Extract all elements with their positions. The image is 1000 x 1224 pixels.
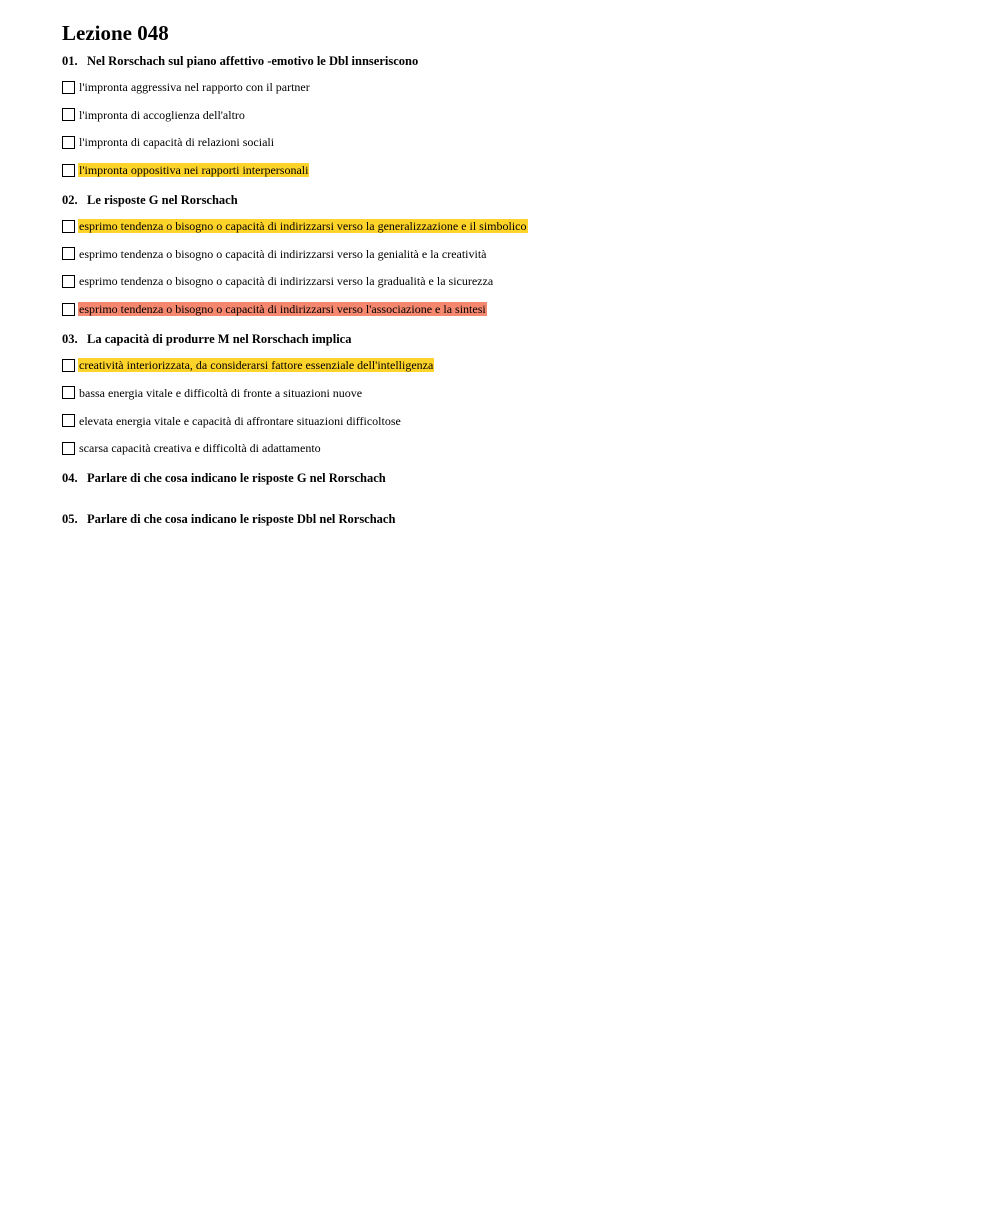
answer-checkbox[interactable] bbox=[62, 442, 75, 455]
question-heading bbox=[62, 192, 962, 208]
question-number: 05. bbox=[62, 512, 78, 527]
answer-text: scarsa capacità creativa e difficoltà di adattamento bbox=[79, 441, 321, 456]
question-number: 03. bbox=[62, 332, 78, 347]
answer-text: l'impronta di capacità di relazioni sociali bbox=[79, 135, 275, 150]
question-1 bbox=[62, 53, 962, 179]
question-heading bbox=[62, 511, 962, 527]
answer-option[interactable] bbox=[62, 412, 962, 430]
answer-option[interactable] bbox=[62, 78, 962, 96]
question-heading bbox=[62, 331, 962, 347]
answer-text-correct-highlight: l'impronta oppositiva nei rapporti interpersonali bbox=[79, 163, 309, 178]
answer-checkbox[interactable] bbox=[62, 303, 75, 316]
answer-option[interactable] bbox=[62, 133, 962, 151]
answer-option[interactable] bbox=[62, 161, 962, 179]
answer-checkbox[interactable] bbox=[62, 247, 75, 260]
question-text: La capacità di produrre M nel Rorschach implica bbox=[87, 332, 352, 347]
page-title: Lezione 048 bbox=[62, 21, 169, 45]
answer-text-correct-highlight: creatività interiorizzata, da considerarsi fattore essenziale dell'intelligenza bbox=[79, 358, 434, 373]
question-4 bbox=[62, 470, 962, 486]
question-number: 01. bbox=[62, 54, 78, 68]
question-number: 02. bbox=[62, 193, 78, 208]
answer-checkbox[interactable] bbox=[62, 108, 75, 121]
answer-checkbox[interactable] bbox=[62, 220, 75, 233]
answer-checkbox[interactable] bbox=[62, 386, 75, 399]
answer-checkbox[interactable] bbox=[62, 136, 75, 149]
question-2 bbox=[62, 192, 962, 318]
answer-option[interactable] bbox=[62, 217, 962, 235]
answer-text-wrong-highlight: esprimo tendenza o bisogno o capacità di indirizzarsi verso l'associazione e la sintesi bbox=[79, 302, 486, 317]
answer-option[interactable] bbox=[62, 272, 962, 290]
question-3 bbox=[62, 331, 962, 457]
question-heading bbox=[62, 53, 962, 69]
answer-text: esprimo tendenza o bisogno o capacità di indirizzarsi verso la genialità e la creatività bbox=[79, 246, 487, 261]
answer-option[interactable] bbox=[62, 439, 962, 457]
answer-text: l'impronta di accoglienza dell'altro bbox=[79, 107, 245, 122]
question-heading bbox=[62, 470, 962, 486]
answer-checkbox[interactable] bbox=[62, 359, 75, 372]
answer-option[interactable] bbox=[62, 356, 962, 374]
question-5 bbox=[62, 511, 962, 527]
answer-checkbox[interactable] bbox=[62, 414, 75, 427]
question-number: 04. bbox=[62, 471, 78, 486]
answer-option[interactable] bbox=[62, 384, 962, 402]
document-page bbox=[62, 19, 962, 552]
answer-option[interactable] bbox=[62, 300, 962, 318]
answer-text: bassa energia vitale e difficoltà di fronte a situazioni nuove bbox=[79, 385, 363, 400]
answer-text: elevata energia vitale e capacità di affrontare situazioni difficoltose bbox=[79, 413, 401, 428]
answer-checkbox[interactable] bbox=[62, 164, 75, 177]
answer-text: esprimo tendenza o bisogno o capacità di indirizzarsi verso la gradualità e la sicurezza bbox=[79, 274, 494, 289]
question-text: Parlare di che cosa indicano le risposte G nel Rorschach bbox=[87, 471, 386, 486]
answer-option[interactable] bbox=[62, 106, 962, 124]
answer-text-correct-highlight: esprimo tendenza o bisogno o capacità di indirizzarsi verso la generalizzazione e il simbolico bbox=[79, 219, 527, 234]
question-text: Parlare di che cosa indicano le risposte Dbl nel Rorschach bbox=[87, 512, 396, 527]
answer-text: l'impronta aggressiva nel rapporto con il partner bbox=[79, 80, 310, 94]
question-text: Le risposte G nel Rorschach bbox=[87, 193, 238, 208]
answer-checkbox[interactable] bbox=[62, 81, 75, 94]
question-text: Nel Rorschach sul piano affettivo -emotivo le Dbl innseriscono bbox=[87, 54, 419, 68]
answer-checkbox[interactable] bbox=[62, 275, 75, 288]
answer-option[interactable] bbox=[62, 245, 962, 263]
